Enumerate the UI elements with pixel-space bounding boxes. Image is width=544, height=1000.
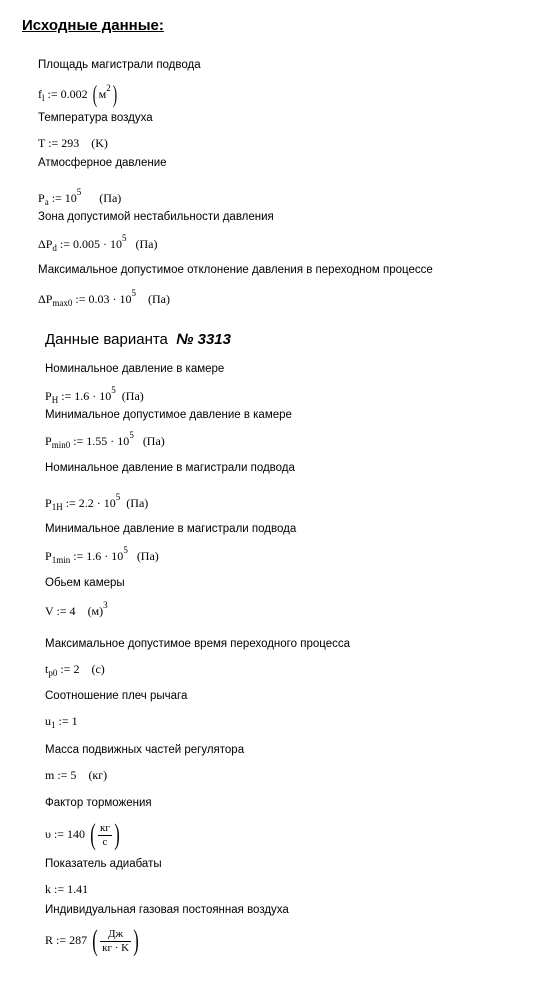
formula-nominal-chamber-pressure: $P_H$ := $1.6 \cdot 10^5$ (Па) <box>45 385 144 405</box>
label-min-chamber-pressure: Минимальное допустимое давление в камере <box>45 409 292 421</box>
formula-lever-ratio: $u_1$ := 1 <box>45 714 78 730</box>
label-max-deviation: Максимальное допустимое отклонение давления в переходном процессе <box>38 264 433 276</box>
label-gas-constant: Индивидуальная газовая постоянная воздуха <box>45 904 289 916</box>
formula-temperature: T := 293 (K) <box>38 136 108 150</box>
label-nominal-chamber-pressure: Номинальное давление в камере <box>45 363 225 375</box>
formula-atm-pressure: $P_a$ := $10^5$ (Па) <box>38 187 122 207</box>
label-temperature: Температура воздуха <box>38 112 153 124</box>
label-adiabatic-index: Показатель адиабаты <box>45 858 162 870</box>
formula-damping-factor: υ := 140 ( $\frac{кг}{с}$ ) <box>45 818 120 851</box>
label-moving-mass: Масса подвижных частей регулятора <box>45 744 245 756</box>
formula-min-chamber-pressure: $P_{min0}$ := $1.55 \cdot 10^5$ (Па) <box>45 430 165 450</box>
formula-max-transient-time: $t_{p0}$ := 2 (c) <box>45 662 105 678</box>
label-chamber-volume: Обьем камеры <box>45 577 125 589</box>
label-f1: Площадь магистрали подвода <box>38 59 201 71</box>
formula-f1: $f_l$ := 0.002 ( $м^2$) <box>38 82 117 108</box>
label-min-line-pressure: Минимальное давление в магистрали подвода <box>45 523 297 535</box>
gas-constant-unit-fraction: $\frac{Дж}{кг \cdot K}$ <box>102 927 130 954</box>
label-max-transient-time: Максимальное допустимое время переходного процесса <box>45 638 350 650</box>
variant-number: № 3313 <box>176 331 231 348</box>
damping-unit-fraction: $\frac{кг}{с}$ <box>100 821 110 848</box>
label-atm-pressure: Атмосферное давление <box>38 157 167 169</box>
page-title: Исходные данные: <box>22 17 164 34</box>
label-damping-factor: Фактор торможения <box>45 797 152 809</box>
formula-min-line-pressure: $P_{1min}$ := $1.6 \cdot 10^5$ (Па) <box>45 545 159 565</box>
formula-max-deviation: $\Delta P_{max0}$ := $0.03 \cdot 10^5$ (Па) <box>38 288 170 308</box>
formula-nominal-line-pressure: $P_{1H}$ := $2.2 \cdot 10^5$ (Па) <box>45 492 149 512</box>
label-nominal-line-pressure: Номинальное давление в магистрали подвода <box>45 462 295 474</box>
formula-adiabatic-index: k := 1.41 <box>45 882 89 896</box>
formula-moving-mass: m := 5 (кг) <box>45 768 108 782</box>
formula-pressure-instability: $\Delta P_d$ := $0.005 \cdot 10^5$ (Па) <box>38 233 158 253</box>
label-lever-ratio: Соотношение плеч рычага <box>45 690 188 702</box>
formula-chamber-volume: V := 4 $(м)^3$ <box>45 600 108 618</box>
label-pressure-instability: Зона допустимой нестабильности давления <box>38 211 274 223</box>
variant-heading: Данные варианта № 3313 <box>45 331 231 348</box>
formula-gas-constant: R := 287 ( $\frac{Дж}{кг \cdot K}$ ) <box>45 924 139 957</box>
